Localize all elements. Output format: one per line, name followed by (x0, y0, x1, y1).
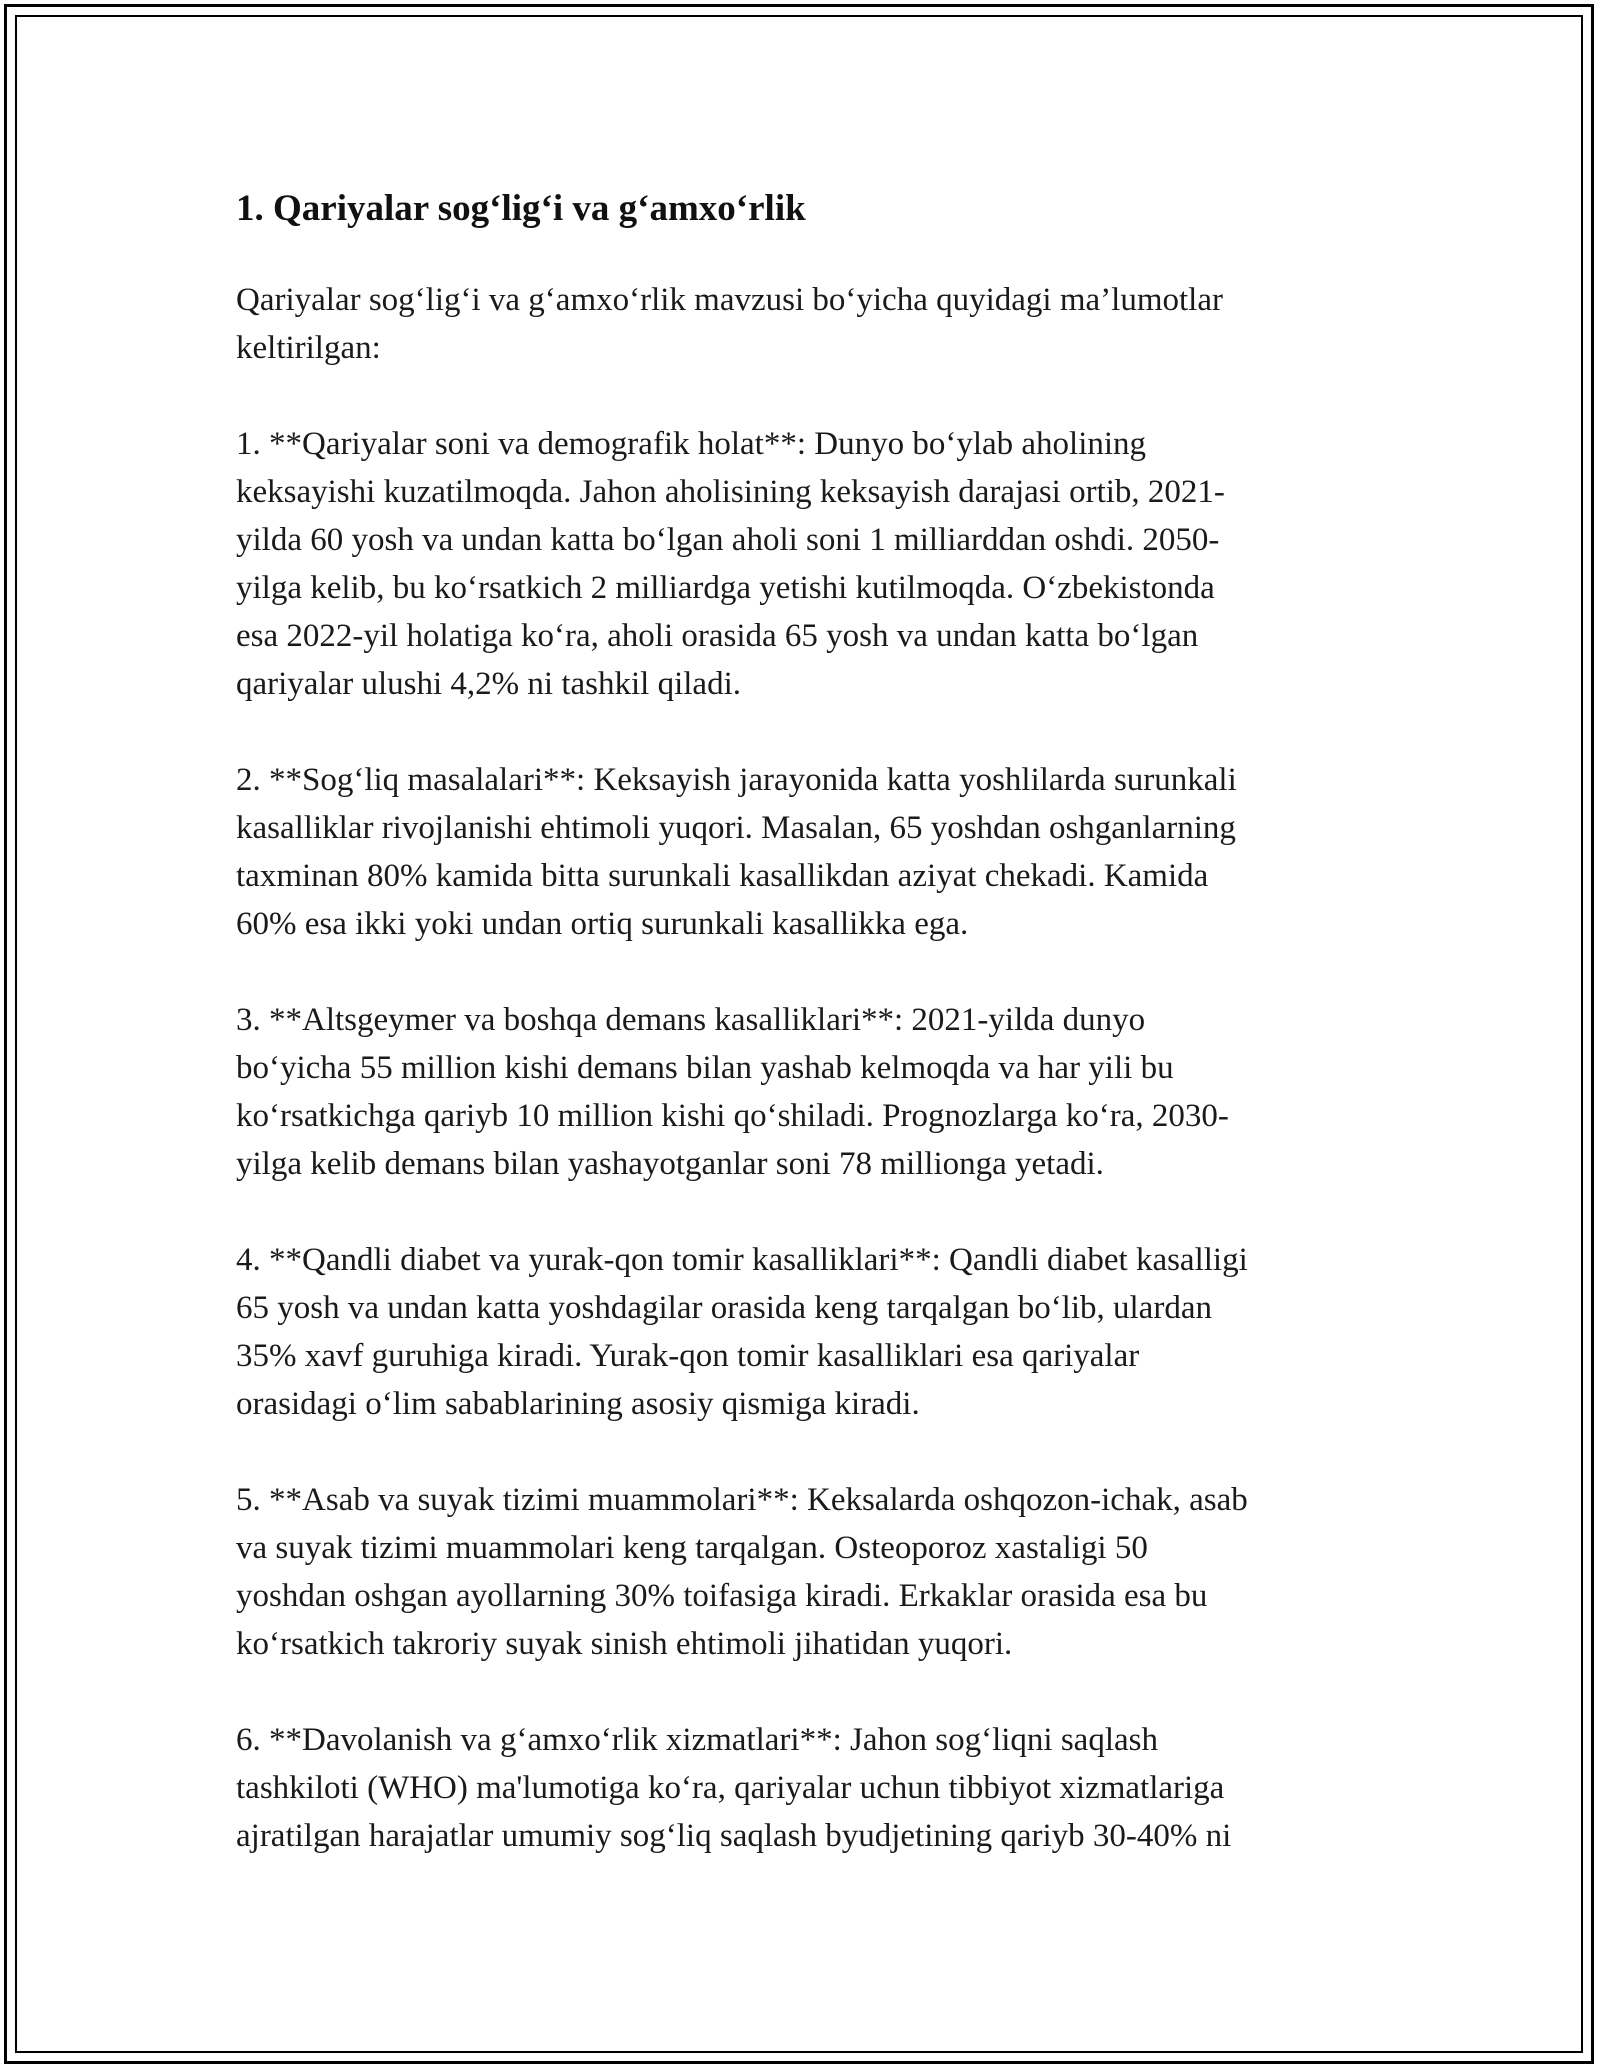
paragraph-care-services: 6. **Davolanish va g‘amxo‘rlik xizmatlari**: Jahon sog‘liqni saqlash tashkiloti (WHO) ma'lumotiga ko‘ra, qariyalar uchun tibbiyot xizmatlariga ajratilgan harajatlar umumiy sog‘liq saqlash byudjetining qariyb 30-40% ni (236, 1722, 1232, 1854)
section-heading: 1. Qariyalar sog‘lig‘i va g‘amxo‘rlik (236, 188, 806, 229)
paragraph-demographics: 1. **Qariyalar soni va demografik holat**: Dunyo bo‘ylab aholining keksayishi kuzatilmoqda. Jahon aholisining keksayish darajasi ortib, 2021- yilda 60 yosh va undan katta bo‘lgan aholi soni 1 milliarddan oshdi. 2050- yilga kelib, bu ko‘rsatkich 2 milliardga yetishi kutilmoqda. O‘zbekistonda esa 2022-yil holatiga ko‘ra, aholi orasida 65 yosh va undan katta bo‘lgan qariyalar ulushi 4,2% ni tashkil qiladi. (236, 426, 1225, 702)
document-page (236, 184, 1366, 1908)
paragraph-health-issues: 2. **Sog‘liq masalalari**: Keksayish jarayonida katta yoshlilarda surunkali kasalliklar rivojlanishi ehtimoli yuqori. Masalan, 65 yoshdan oshganlarning taxminan 80% kamida bitta surunkali kasallikdan aziyat chekadi. Kamida 60% esa ikki yoki undan ortiq surunkali kasallikka ega. (236, 762, 1237, 942)
paragraph-nerve-bone: 5. **Asab va suyak tizimi muammolari**: Keksalarda oshqozon-ichak, asab va suyak tizimi muammolari keng tarqalgan. Osteoporoz xastaligi 50 yoshdan oshgan ayollarning 30% toifasiga kiradi. Erkaklar orasida esa bu ko‘rsatkich takroriy suyak sinish ehtimoli jihatidan yuqori. (236, 1482, 1248, 1662)
intro-paragraph: Qariyalar sog‘lig‘i va g‘amxo‘rlik mavzusi bo‘yicha quyidagi ma’lumotlar keltirilgan: (236, 282, 1223, 366)
paragraph-diabetes-cardio: 4. **Qandli diabet va yurak-qon tomir kasalliklari**: Qandli diabet kasalligi 65 yosh va undan katta yoshdagilar orasida keng tarqalgan bo‘lib, ulardan 35% xavf guruhiga kiradi. Yurak-qon tomir kasalliklari esa qariyalar orasidagi o‘lim sabablarining asosiy qismiga kiradi. (236, 1242, 1248, 1422)
paragraph-dementia: 3. **Altsgeymer va boshqa demans kasalliklari**: 2021-yilda dunyo bo‘yicha 55 million kishi demans bilan yashab kelmoqda va har yili bu ko‘rsatkichga qariyb 10 million kishi qo‘shiladi. Prognozlarga ko‘ra, 2030- yilga kelib demans bilan yashayotganlar soni 78 millionga yetadi. (236, 1002, 1229, 1182)
